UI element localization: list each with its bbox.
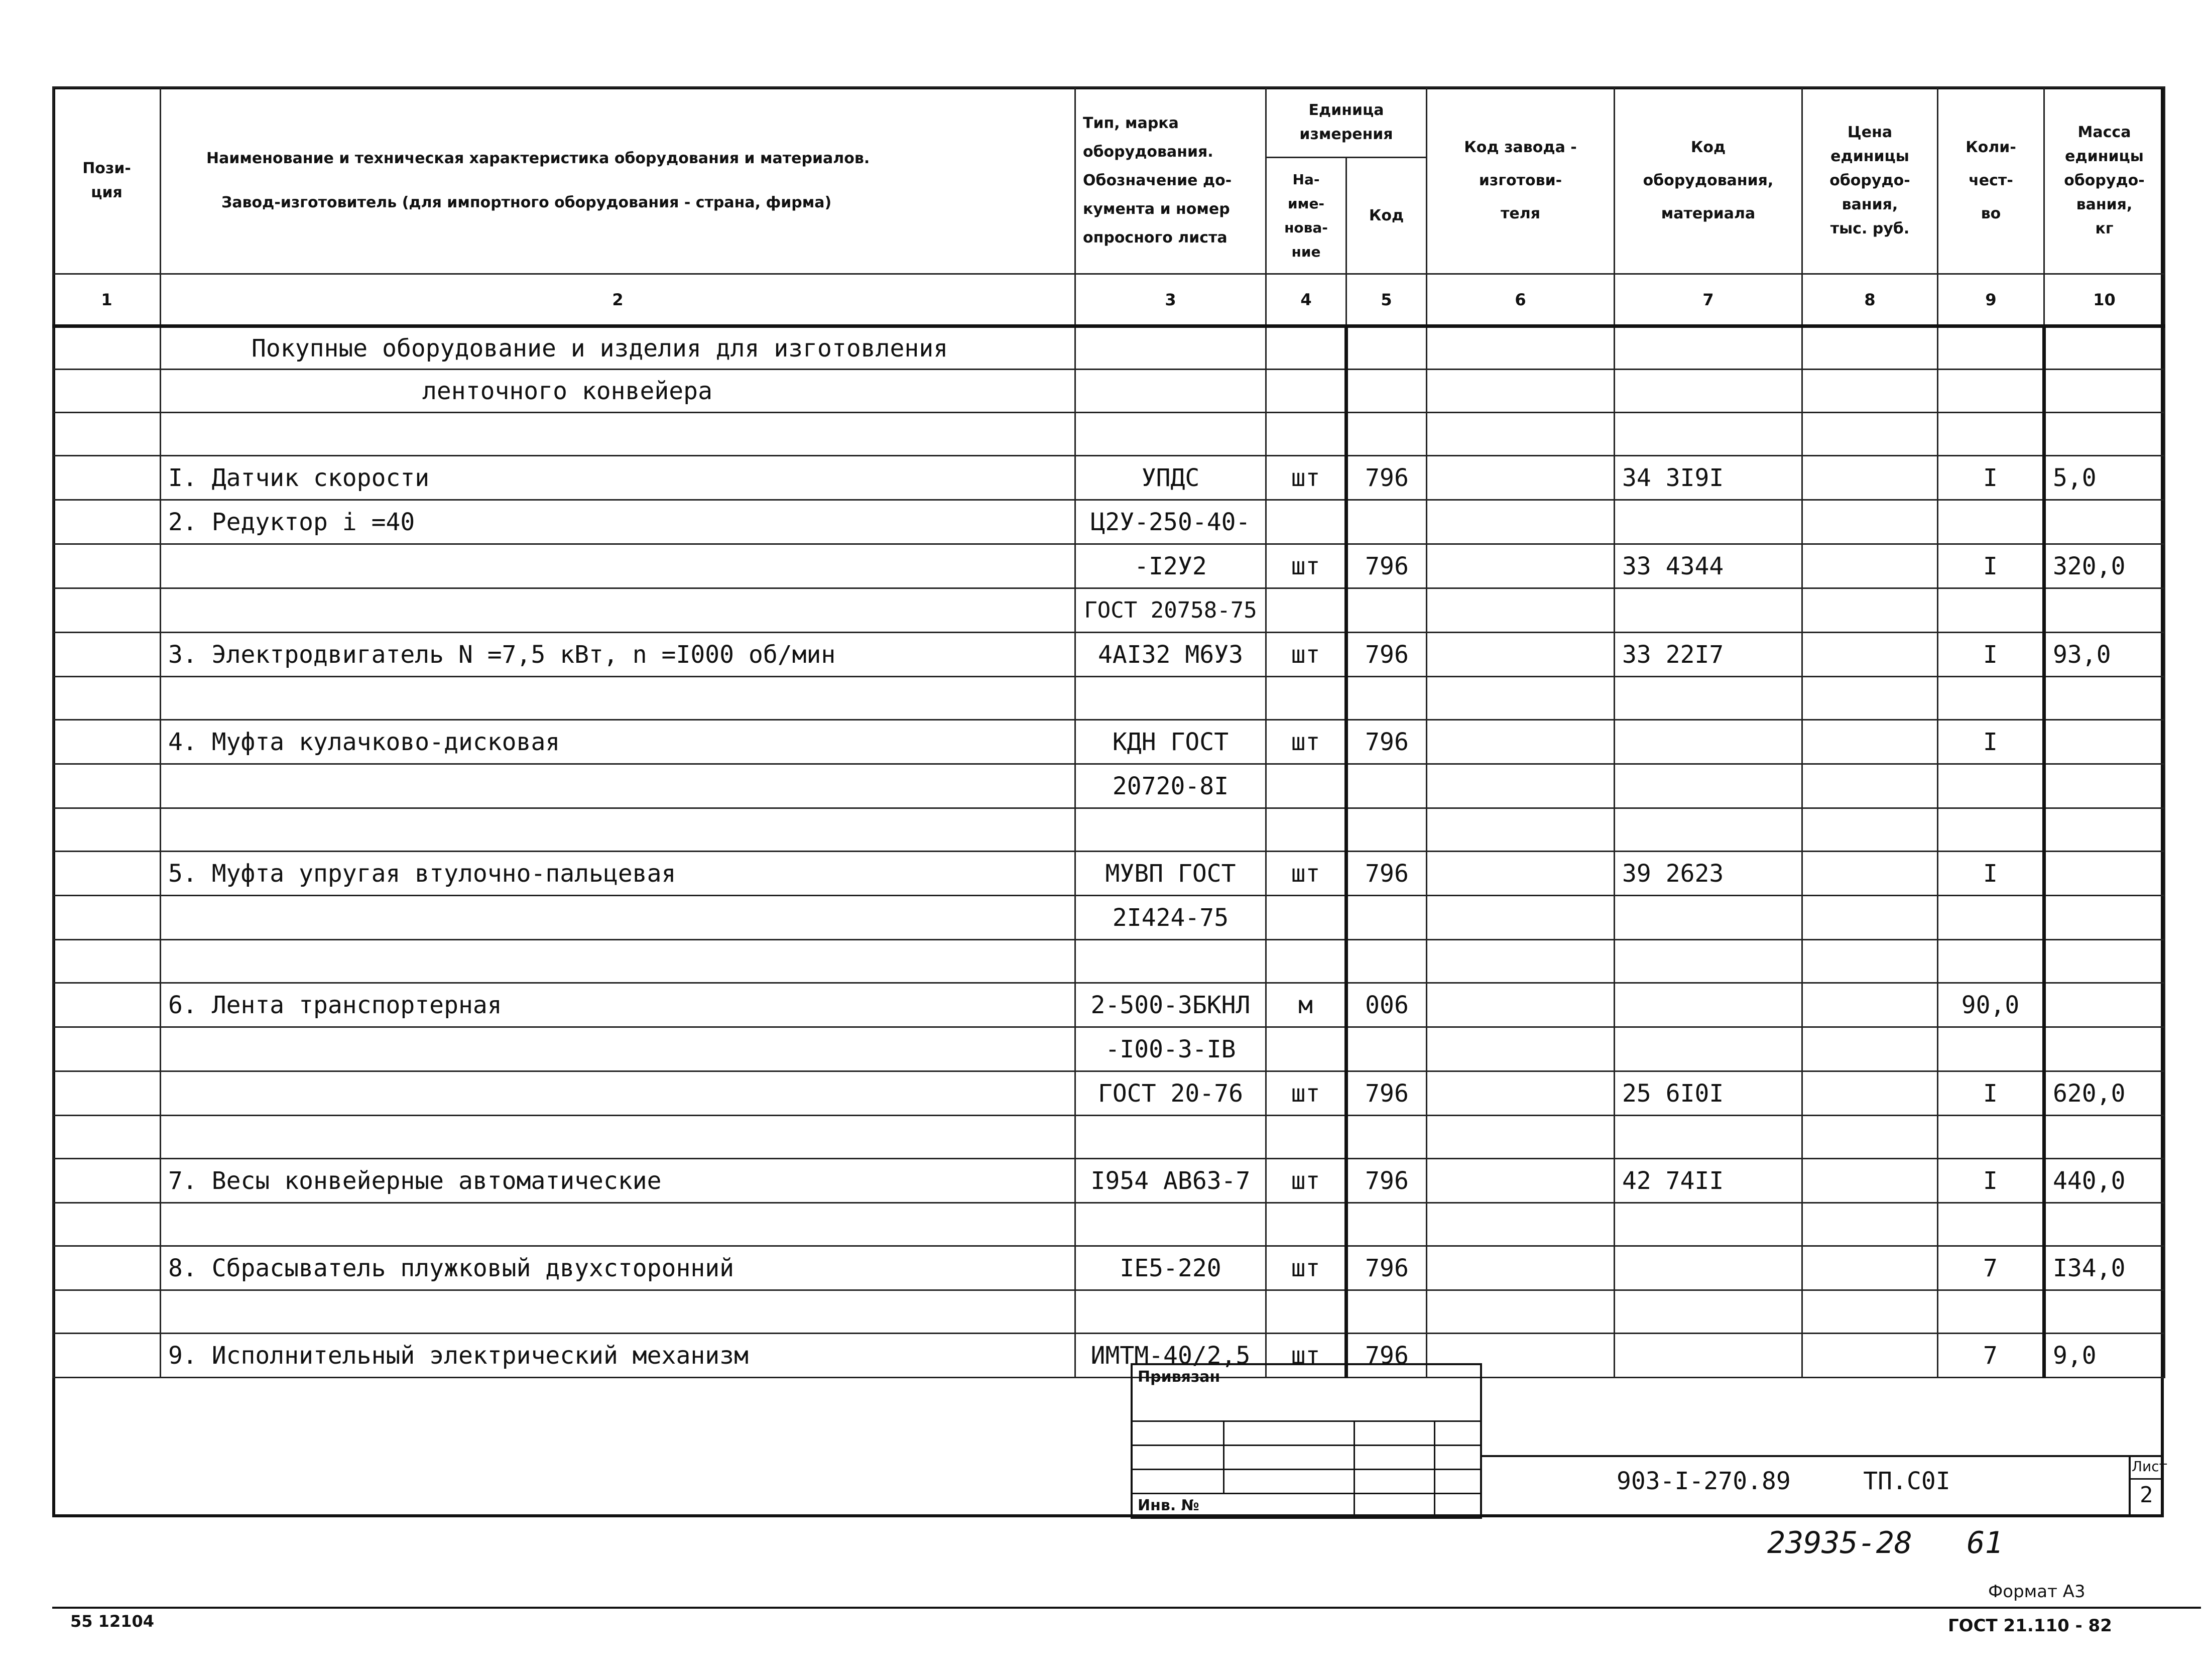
cell-type: ГОСТ 20758-75 xyxy=(1075,588,1266,633)
cell-name xyxy=(161,588,1075,633)
cell-mass xyxy=(2044,1027,2165,1071)
cell-name xyxy=(161,808,1075,852)
cell-position xyxy=(53,1246,161,1290)
header-unit-group: Единица измерения xyxy=(1266,87,1427,158)
table-row xyxy=(53,456,2165,500)
col-number: 8 xyxy=(1802,274,1938,326)
cell-equipment-code: 42 74II xyxy=(1615,1159,1802,1203)
cell-unit-code: 796 xyxy=(1346,544,1427,588)
header-equipment-code: Код оборудования, материала xyxy=(1615,87,1802,274)
cell-type: -I2У2 xyxy=(1075,544,1266,588)
cell-position xyxy=(53,1071,161,1116)
cell-quantity: I xyxy=(1938,456,2044,500)
cell-equipment-code: 39 2623 xyxy=(1615,852,1802,896)
cell-type xyxy=(1075,1290,1266,1334)
col-number: 2 xyxy=(161,274,1075,326)
cell-price xyxy=(1802,1246,1938,1290)
cell-name: I. Датчик скорости xyxy=(161,456,1075,500)
cell-equipment-code xyxy=(1615,677,1802,720)
stamp-inventory-number: Инв. № xyxy=(1138,1497,1199,1514)
cell-name: 2. Редуктор i =40 xyxy=(161,500,1075,544)
column-number-row xyxy=(53,274,2165,326)
cell-price xyxy=(1802,500,1938,544)
cell-price xyxy=(1802,1290,1938,1334)
cell-unit xyxy=(1266,808,1346,852)
cell-quantity xyxy=(1938,1116,2044,1159)
cell-type: ИМТМ-40/2,5 xyxy=(1075,1334,1266,1378)
cell-unit-code: 796 xyxy=(1346,633,1427,677)
cell-name xyxy=(161,940,1075,983)
cell-price xyxy=(1802,544,1938,588)
cell-price xyxy=(1802,1116,1938,1159)
cell-quantity xyxy=(1938,940,2044,983)
cell-unit: шт xyxy=(1266,720,1346,764)
cell-name xyxy=(161,1071,1075,1116)
cell-unit-code xyxy=(1346,500,1427,544)
cell-quantity: I xyxy=(1938,633,2044,677)
cell-plant-code xyxy=(1427,500,1615,544)
cell-name xyxy=(161,544,1075,588)
cell-quantity xyxy=(1938,677,2044,720)
cell-type: -I00-3-IВ xyxy=(1075,1027,1266,1071)
table-row xyxy=(53,1159,2165,1203)
cell-unit-code xyxy=(1346,764,1427,808)
header-position: Пози- ция xyxy=(53,87,161,274)
cell-unit: шт xyxy=(1266,544,1346,588)
cell-equipment-code: 34 3I9I xyxy=(1615,456,1802,500)
cell-type: I954 АВ63-7 xyxy=(1075,1159,1266,1203)
cell-unit-code: 796 xyxy=(1346,720,1427,764)
header-unit-code: Код xyxy=(1346,158,1427,274)
cell-quantity: I xyxy=(1938,544,2044,588)
cell-equipment-code xyxy=(1615,1203,1802,1246)
table-row xyxy=(53,896,2165,940)
cell-price xyxy=(1802,677,1938,720)
header-quantity: Коли- чест- во xyxy=(1938,87,2044,274)
cell-position xyxy=(53,456,161,500)
cell-type: IЕ5-220 xyxy=(1075,1246,1266,1290)
cell-quantity xyxy=(1938,1290,2044,1334)
table-row xyxy=(53,544,2165,588)
cell-unit: шт xyxy=(1266,1246,1346,1290)
table-row xyxy=(53,633,2165,677)
cell-plant-code xyxy=(1427,1027,1615,1071)
cell-equipment-code: 33 22I7 xyxy=(1615,633,1802,677)
cell-price xyxy=(1802,633,1938,677)
cell-plant-code xyxy=(1427,852,1615,896)
cell-position xyxy=(53,1027,161,1071)
cell-price xyxy=(1802,808,1938,852)
cell-price xyxy=(1802,1334,1938,1378)
stamp-block xyxy=(1131,1363,1482,1519)
col-number: 7 xyxy=(1615,274,1802,326)
bottom-line xyxy=(52,1607,2201,1609)
cell-name xyxy=(161,1116,1075,1159)
cell-equipment-code xyxy=(1615,1246,1802,1290)
cell-position xyxy=(53,1334,161,1378)
cell-name xyxy=(161,1290,1075,1334)
cell-type: 20720-8I xyxy=(1075,764,1266,808)
specification-table xyxy=(52,86,2165,1378)
cell-price xyxy=(1802,720,1938,764)
cell-equipment-code xyxy=(1615,983,1802,1027)
cell-position xyxy=(53,720,161,764)
cell-type: ГОСТ 20-76 xyxy=(1075,1071,1266,1116)
cell-plant-code xyxy=(1427,1203,1615,1246)
table-row xyxy=(53,808,2165,852)
cell-position xyxy=(53,1159,161,1203)
cell-position xyxy=(53,633,161,677)
cell-price xyxy=(1802,456,1938,500)
cell-unit: шт xyxy=(1266,1334,1346,1378)
table-row xyxy=(53,983,2165,1027)
header-unit-name: На- име- нова- ние xyxy=(1266,158,1346,274)
cell-quantity xyxy=(1938,764,2044,808)
header-mass: Масса единицы оборудо- вания, кг xyxy=(2044,87,2165,274)
cell-unit-code xyxy=(1346,1203,1427,1246)
cell-unit: шт xyxy=(1266,633,1346,677)
col-number: 1 xyxy=(53,274,161,326)
cell-quantity: I xyxy=(1938,852,2044,896)
cell-unit-code xyxy=(1346,1290,1427,1334)
cell-price xyxy=(1802,588,1938,633)
table-row xyxy=(53,1071,2165,1116)
sheet-label: Лист xyxy=(2132,1458,2167,1475)
table-row xyxy=(53,588,2165,633)
cell-plant-code xyxy=(1427,896,1615,940)
document-code: 903-I-270.89 ТП.С0I xyxy=(1617,1467,1950,1495)
cell-name xyxy=(161,677,1075,720)
cell-name: 9. Исполнительный электрический механизм xyxy=(161,1334,1075,1378)
cell-unit xyxy=(1266,677,1346,720)
table-row xyxy=(53,1203,2165,1246)
cell-plant-code xyxy=(1427,764,1615,808)
table-row xyxy=(53,500,2165,544)
handwritten-number: 23935-28 61 xyxy=(1767,1525,2003,1561)
cell-plant-code xyxy=(1427,983,1615,1027)
cell-mass xyxy=(2044,500,2165,544)
cell-price xyxy=(1802,983,1938,1027)
cell-position xyxy=(53,808,161,852)
cell-equipment-code xyxy=(1615,1290,1802,1334)
cell-unit-code: 796 xyxy=(1346,1071,1427,1116)
cell-equipment-code xyxy=(1615,808,1802,852)
cell-equipment-code xyxy=(1615,940,1802,983)
cell-name: 4. Муфта кулачково-дисковая xyxy=(161,720,1075,764)
cell-quantity: I xyxy=(1938,720,2044,764)
cell-equipment-code xyxy=(1615,720,1802,764)
stamp-privyazan: Привязан xyxy=(1138,1368,1220,1386)
section-title-row xyxy=(53,370,2165,413)
cell-unit-code: 796 xyxy=(1346,1159,1427,1203)
cell-name: 7. Весы конвейерные автоматические xyxy=(161,1159,1075,1203)
cell-quantity: I xyxy=(1938,1159,2044,1203)
cell-unit-code: 796 xyxy=(1346,456,1427,500)
cell-unit: шт xyxy=(1266,456,1346,500)
cell-equipment-code xyxy=(1615,500,1802,544)
cell-name xyxy=(161,764,1075,808)
cell-plant-code xyxy=(1427,1116,1615,1159)
cell-unit xyxy=(1266,896,1346,940)
cell-type: КДН ГОСТ xyxy=(1075,720,1266,764)
cell-mass xyxy=(2044,1116,2165,1159)
cell-equipment-code xyxy=(1615,764,1802,808)
cell-plant-code xyxy=(1427,633,1615,677)
header-name: Наименование и техническая характеристика оборудования и материалов. Завод-изготовитель (для импортного оборудования - страна, фирма) xyxy=(161,87,1075,274)
cell-mass: 620,0 xyxy=(2044,1071,2165,1116)
cell-mass xyxy=(2044,677,2165,720)
cell-unit-code: 796 xyxy=(1346,1246,1427,1290)
table-row xyxy=(53,1334,2165,1378)
cell-plant-code xyxy=(1427,940,1615,983)
cell-quantity xyxy=(1938,500,2044,544)
cell-position xyxy=(53,677,161,720)
cell-position xyxy=(53,896,161,940)
cell-plant-code xyxy=(1427,544,1615,588)
cell-equipment-code: 25 6I0I xyxy=(1615,1071,1802,1116)
cell-quantity xyxy=(1938,1203,2044,1246)
cell-plant-code xyxy=(1427,677,1615,720)
cell-price xyxy=(1802,940,1938,983)
left-margin-code: 55 12104 xyxy=(70,1612,154,1631)
section-title-row xyxy=(53,326,2165,370)
cell-mass: 5,0 xyxy=(2044,456,2165,500)
cell-type: 2I424-75 xyxy=(1075,896,1266,940)
cell-mass: 320,0 xyxy=(2044,544,2165,588)
cell-name xyxy=(161,1203,1075,1246)
cell-plant-code xyxy=(1427,1290,1615,1334)
table-row xyxy=(53,764,2165,808)
table-row xyxy=(53,1290,2165,1334)
cell-position xyxy=(53,588,161,633)
cell-type: 4АI32 М6У3 xyxy=(1075,633,1266,677)
cell-type: 2-500-3БКНЛ xyxy=(1075,983,1266,1027)
cell-price xyxy=(1802,1027,1938,1071)
table-row xyxy=(53,720,2165,764)
table-row xyxy=(53,940,2165,983)
cell-quantity xyxy=(1938,588,2044,633)
cell-plant-code xyxy=(1427,456,1615,500)
table-row xyxy=(53,852,2165,896)
gost-reference: ГОСТ 21.110 - 82 xyxy=(1948,1616,2112,1636)
cell-quantity xyxy=(1938,896,2044,940)
cell-position xyxy=(53,1203,161,1246)
cell-equipment-code: 33 4344 xyxy=(1615,544,1802,588)
cell-equipment-code xyxy=(1615,588,1802,633)
cell-price xyxy=(1802,1159,1938,1203)
cell-unit xyxy=(1266,500,1346,544)
cell-name: 5. Муфта упругая втулочно-пальцевая xyxy=(161,852,1075,896)
cell-type xyxy=(1075,677,1266,720)
sheet-number: 2 xyxy=(2140,1482,2153,1508)
cell-equipment-code xyxy=(1615,896,1802,940)
cell-equipment-code xyxy=(1615,1334,1802,1378)
cell-unit-code: 796 xyxy=(1346,852,1427,896)
cell-mass xyxy=(2044,764,2165,808)
cell-plant-code xyxy=(1427,808,1615,852)
cell-unit: шт xyxy=(1266,1159,1346,1203)
cell-unit xyxy=(1266,764,1346,808)
section-title-line-2: ленточного конвейера xyxy=(161,370,1075,413)
cell-position xyxy=(53,940,161,983)
cell-unit: шт xyxy=(1266,1071,1346,1116)
cell-mass xyxy=(2044,1203,2165,1246)
col-number: 5 xyxy=(1346,274,1427,326)
cell-quantity xyxy=(1938,1027,2044,1071)
cell-type xyxy=(1075,808,1266,852)
cell-mass xyxy=(2044,588,2165,633)
cell-unit xyxy=(1266,1290,1346,1334)
cell-unit-code: 006 xyxy=(1346,983,1427,1027)
header-plant-code: Код завода - изготови- теля xyxy=(1427,87,1615,274)
cell-price xyxy=(1802,852,1938,896)
cell-mass: 93,0 xyxy=(2044,633,2165,677)
cell-position xyxy=(53,764,161,808)
cell-price xyxy=(1802,896,1938,940)
cell-price xyxy=(1802,1071,1938,1116)
cell-unit-code xyxy=(1346,1116,1427,1159)
col-number: 10 xyxy=(2044,274,2165,326)
cell-type xyxy=(1075,940,1266,983)
col-number: 4 xyxy=(1266,274,1346,326)
cell-mass xyxy=(2044,852,2165,896)
cell-type: Ц2У-250-40- xyxy=(1075,500,1266,544)
cell-type: УПДС xyxy=(1075,456,1266,500)
table-row xyxy=(53,677,2165,720)
cell-mass xyxy=(2044,896,2165,940)
cell-quantity: 7 xyxy=(1938,1246,2044,1290)
cell-name: 8. Сбрасыватель плужковый двухсторонний xyxy=(161,1246,1075,1290)
cell-plant-code xyxy=(1427,588,1615,633)
cell-unit xyxy=(1266,1203,1346,1246)
cell-unit-code xyxy=(1346,808,1427,852)
cell-unit-code xyxy=(1346,896,1427,940)
cell-price xyxy=(1802,1203,1938,1246)
cell-unit-code xyxy=(1346,588,1427,633)
col-number: 6 xyxy=(1427,274,1615,326)
cell-quantity: I xyxy=(1938,1071,2044,1116)
cell-position xyxy=(53,500,161,544)
cell-mass xyxy=(2044,720,2165,764)
cell-mass: 440,0 xyxy=(2044,1159,2165,1203)
cell-quantity xyxy=(1938,808,2044,852)
col-number: 9 xyxy=(1938,274,2044,326)
cell-quantity: 7 xyxy=(1938,1334,2044,1378)
cell-type xyxy=(1075,1116,1266,1159)
cell-plant-code xyxy=(1427,1246,1615,1290)
cell-plant-code xyxy=(1427,720,1615,764)
blank-row xyxy=(53,413,2165,456)
cell-unit xyxy=(1266,588,1346,633)
cell-unit: шт xyxy=(1266,852,1346,896)
cell-position xyxy=(53,544,161,588)
cell-name: 6. Лента транспортерная xyxy=(161,983,1075,1027)
cell-unit-code: 796 xyxy=(1346,1334,1427,1378)
sheet-box xyxy=(2129,1455,2167,1517)
cell-type xyxy=(1075,1203,1266,1246)
cell-unit: м xyxy=(1266,983,1346,1027)
cell-equipment-code xyxy=(1615,1116,1802,1159)
cell-position xyxy=(53,852,161,896)
header-type: Тип, марка оборудования. Обозначение до- кумента и номер опросного листа xyxy=(1075,87,1266,274)
cell-position xyxy=(53,1116,161,1159)
cell-mass xyxy=(2044,808,2165,852)
cell-name: 3. Электродвигатель N =7,5 кВт, n =I000 об/мин xyxy=(161,633,1075,677)
cell-equipment-code xyxy=(1615,1027,1802,1071)
cell-name xyxy=(161,896,1075,940)
cell-price xyxy=(1802,764,1938,808)
cell-mass xyxy=(2044,1290,2165,1334)
cell-position xyxy=(53,983,161,1027)
cell-mass xyxy=(2044,940,2165,983)
table-row xyxy=(53,1116,2165,1159)
cell-position xyxy=(53,1290,161,1334)
header-price: Цена единицы оборудо- вания, тыс. руб. xyxy=(1802,87,1938,274)
cell-unit xyxy=(1266,1027,1346,1071)
section-title-line-1: Покупные оборудование и изделия для изготовления xyxy=(161,326,1075,370)
cell-plant-code xyxy=(1427,1159,1615,1203)
cell-type: МУВП ГОСТ xyxy=(1075,852,1266,896)
cell-mass: 9,0 xyxy=(2044,1334,2165,1378)
cell-plant-code xyxy=(1427,1071,1615,1116)
cell-quantity: 90,0 xyxy=(1938,983,2044,1027)
table-row xyxy=(53,1246,2165,1290)
cell-unit xyxy=(1266,940,1346,983)
table-row xyxy=(53,1027,2165,1071)
cell-unit-code xyxy=(1346,1027,1427,1071)
cell-unit xyxy=(1266,1116,1346,1159)
cell-unit-code xyxy=(1346,677,1427,720)
cell-mass xyxy=(2044,983,2165,1027)
cell-name xyxy=(161,1027,1075,1071)
cell-unit-code xyxy=(1346,940,1427,983)
cell-mass: I34,0 xyxy=(2044,1246,2165,1290)
col-number: 3 xyxy=(1075,274,1266,326)
paper-format: Формат А3 xyxy=(1988,1582,2085,1602)
